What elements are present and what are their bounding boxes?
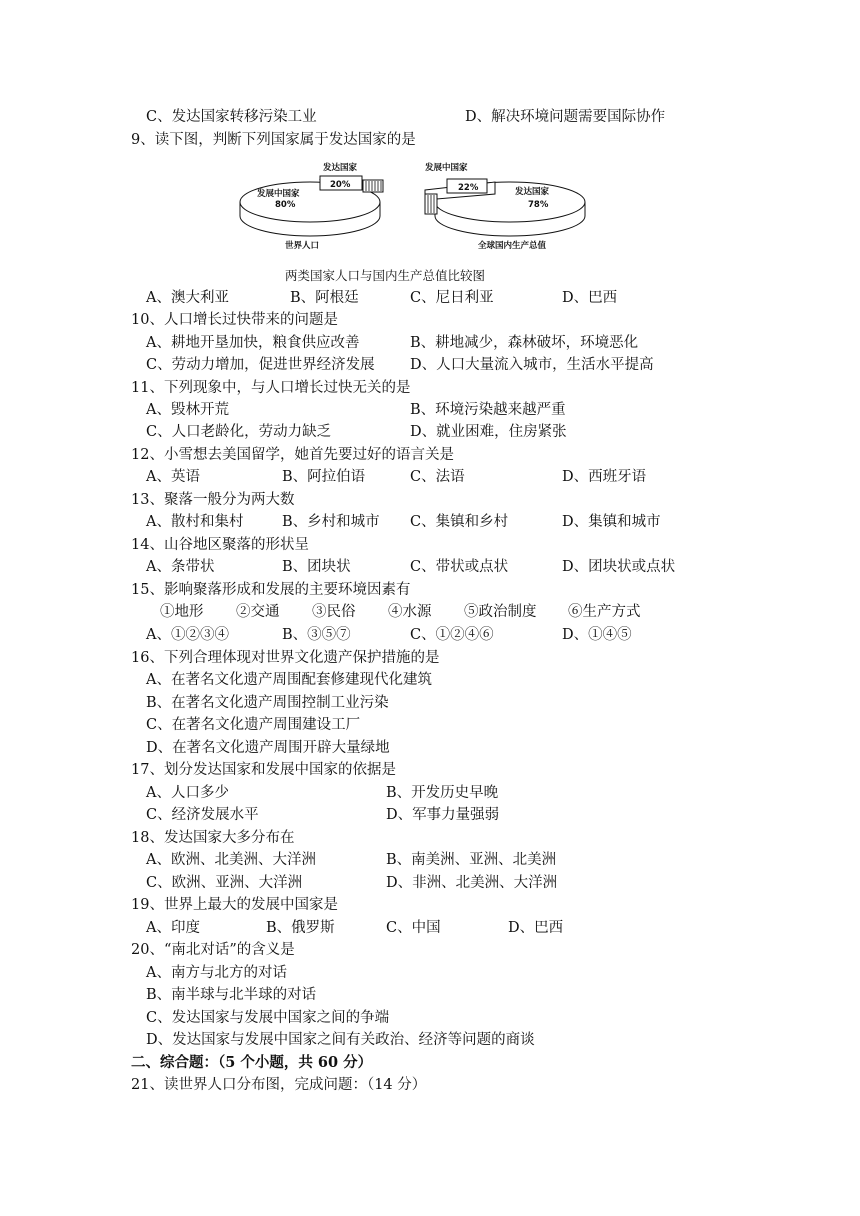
q16-option-d: D、在著名文化遗产周围开辟大量绿地 xyxy=(146,740,390,756)
gdp-pie xyxy=(424,162,585,251)
q9-option-c: C、尼日利亚 xyxy=(410,290,494,306)
q12-stem: 12、小雪想去美国留学，她首先要过好的语言关是 xyxy=(131,447,454,463)
q14-option-c: C、带状或点状 xyxy=(410,559,509,575)
population-developing-value: 80% xyxy=(275,200,296,210)
gdp-developing-value: 22% xyxy=(458,183,479,193)
q9-figure xyxy=(235,160,595,260)
q21-stem: 21、读世界人口分布图，完成问题：（14 分） xyxy=(131,1077,427,1093)
population-developed-label: 发达国家 xyxy=(323,163,358,173)
q17-stem: 17、划分发达国家和发展中国家的依据是 xyxy=(131,762,396,778)
q11-stem: 11、下列现象中，与人口增长过快无关的是 xyxy=(131,380,411,396)
q11-option-d: D、就业困难，住房紧张 xyxy=(410,424,567,440)
q14-option-d: D、团块状或点状 xyxy=(562,559,676,575)
q20-option-c: C、发达国家与发展中国家之间的争端 xyxy=(146,1010,390,1026)
q10-option-d: D、人口大量流入城市，生活水平提高 xyxy=(410,357,654,373)
q12-option-a: A、英语 xyxy=(146,469,200,485)
gdp-developed-value: 78% xyxy=(528,200,549,210)
q9-option-b: B、阿根廷 xyxy=(290,290,359,306)
q17-option-c: C、经济发展水平 xyxy=(146,807,259,823)
q9-stem: 9、读下图，判断下列国家属于发达国家的是 xyxy=(131,132,416,148)
q19-option-a: A、印度 xyxy=(146,920,200,936)
q20-option-b: B、南半球与北半球的对话 xyxy=(146,987,317,1003)
q15-option-b: B、③⑤⑦ xyxy=(282,627,351,643)
q15-item-3: ③民俗 xyxy=(312,604,356,620)
population-developing-label: 发展中国家 xyxy=(257,189,300,199)
pie-charts xyxy=(235,160,595,260)
gdp-developed-label: 发达国家 xyxy=(515,187,550,197)
q10-stem: 10、人口增长过快带来的问题是 xyxy=(131,312,338,328)
q17-option-b: B、开发历史早晚 xyxy=(386,785,499,801)
q11-option-b: B、环境污染越来越严重 xyxy=(410,402,566,418)
q11-option-c: C、人口老龄化，劳动力缺乏 xyxy=(146,424,332,440)
q15-item-4: ④水源 xyxy=(388,604,432,620)
q15-option-d: D、①④⑤ xyxy=(562,627,632,643)
q19-option-d: D、巴西 xyxy=(508,920,564,936)
q18-stem: 18、发达国家大多分布在 xyxy=(131,830,295,846)
q15-stem: 15、影响聚落形成和发展的主要环境因素有 xyxy=(131,582,411,598)
q20-stem: 20、“南北对话”的含义是 xyxy=(131,942,295,958)
q8-option-c: C、发达国家转移污染工业 xyxy=(146,109,317,125)
q16-option-a: A、在著名文化遗产周围配套修建现代化建筑 xyxy=(146,672,432,688)
q14-option-b: B、团块状 xyxy=(282,559,351,575)
q18-option-d: D、非洲、北美洲、大洋洲 xyxy=(386,875,558,891)
q15-item-6: ⑥生产方式 xyxy=(568,604,641,620)
q18-option-b: B、南美洲、亚洲、北美洲 xyxy=(386,852,557,868)
q14-option-a: A、条带状 xyxy=(146,559,215,575)
q15-option-a: A、①②③④ xyxy=(146,627,229,643)
q10-option-a: A、耕地开垦加快，粮食供应改善 xyxy=(146,335,360,351)
q19-option-b: B、俄罗斯 xyxy=(266,920,335,936)
q9-option-d: D、巴西 xyxy=(562,290,618,306)
q15-option-c: C、①②④⑥ xyxy=(410,627,494,643)
q12-option-c: C、法语 xyxy=(410,469,465,485)
q17-option-d: D、军事力量强弱 xyxy=(386,807,500,823)
section-2-title: 二、综合题：（5 个小题，共 60 分） xyxy=(131,1054,373,1071)
figure-title: 两类国家人口与国内生产总值比较图 xyxy=(285,268,486,283)
q18-option-a: A、欧洲、北美洲、大洋洲 xyxy=(146,852,316,868)
q12-option-d: D、西班牙语 xyxy=(562,469,647,485)
population-pie-caption: 世界人口 xyxy=(285,241,320,251)
gdp-pie-caption: 全球国内生产总值 xyxy=(478,241,547,251)
q16-stem: 16、下列合理体现对世界文化遗产保护措施的是 xyxy=(131,650,440,666)
q18-option-c: C、欧洲、亚洲、大洋洲 xyxy=(146,875,303,891)
q20-option-a: A、南方与北方的对话 xyxy=(146,965,287,981)
q13-option-d: D、集镇和城市 xyxy=(562,514,661,530)
q11-option-a: A、毁林开荒 xyxy=(146,402,229,418)
q17-option-a: A、人口多少 xyxy=(146,785,229,801)
population-pie xyxy=(240,162,383,251)
q12-option-b: B、阿拉伯语 xyxy=(282,469,366,485)
q15-item-2: ②交通 xyxy=(236,604,280,620)
q16-option-c: C、在著名文化遗产周围建设工厂 xyxy=(146,717,361,733)
q16-option-b: B、在著名文化遗产周围控制工业污染 xyxy=(146,695,389,711)
q13-option-b: B、乡村和城市 xyxy=(282,514,380,530)
q8-option-d: D、解决环境问题需要国际协作 xyxy=(465,109,666,125)
q19-stem: 19、世界上最大的发展中国家是 xyxy=(131,897,338,913)
population-developed-value: 20% xyxy=(330,180,351,190)
q14-stem: 14、山谷地区聚落的形状呈 xyxy=(131,537,309,553)
q10-option-b: B、耕地减少，森林破坏，环境恶化 xyxy=(410,335,639,351)
q10-option-c: C、劳动力增加，促进世界经济发展 xyxy=(146,357,375,373)
q13-option-a: A、散村和集村 xyxy=(146,514,244,530)
gdp-developing-label: 发展中国家 xyxy=(425,163,468,173)
q20-option-d: D、发达国家与发展中国家之间有关政治、经济等问题的商谈 xyxy=(146,1032,535,1048)
q19-option-c: C、中国 xyxy=(386,920,441,936)
q15-item-5: ⑤政治制度 xyxy=(464,604,537,620)
q15-item-1: ①地形 xyxy=(160,604,204,620)
q13-stem: 13、聚落一般分为两大数 xyxy=(131,492,295,508)
q9-option-a: A、澳大利亚 xyxy=(146,290,229,306)
q13-option-c: C、集镇和乡村 xyxy=(410,514,509,530)
